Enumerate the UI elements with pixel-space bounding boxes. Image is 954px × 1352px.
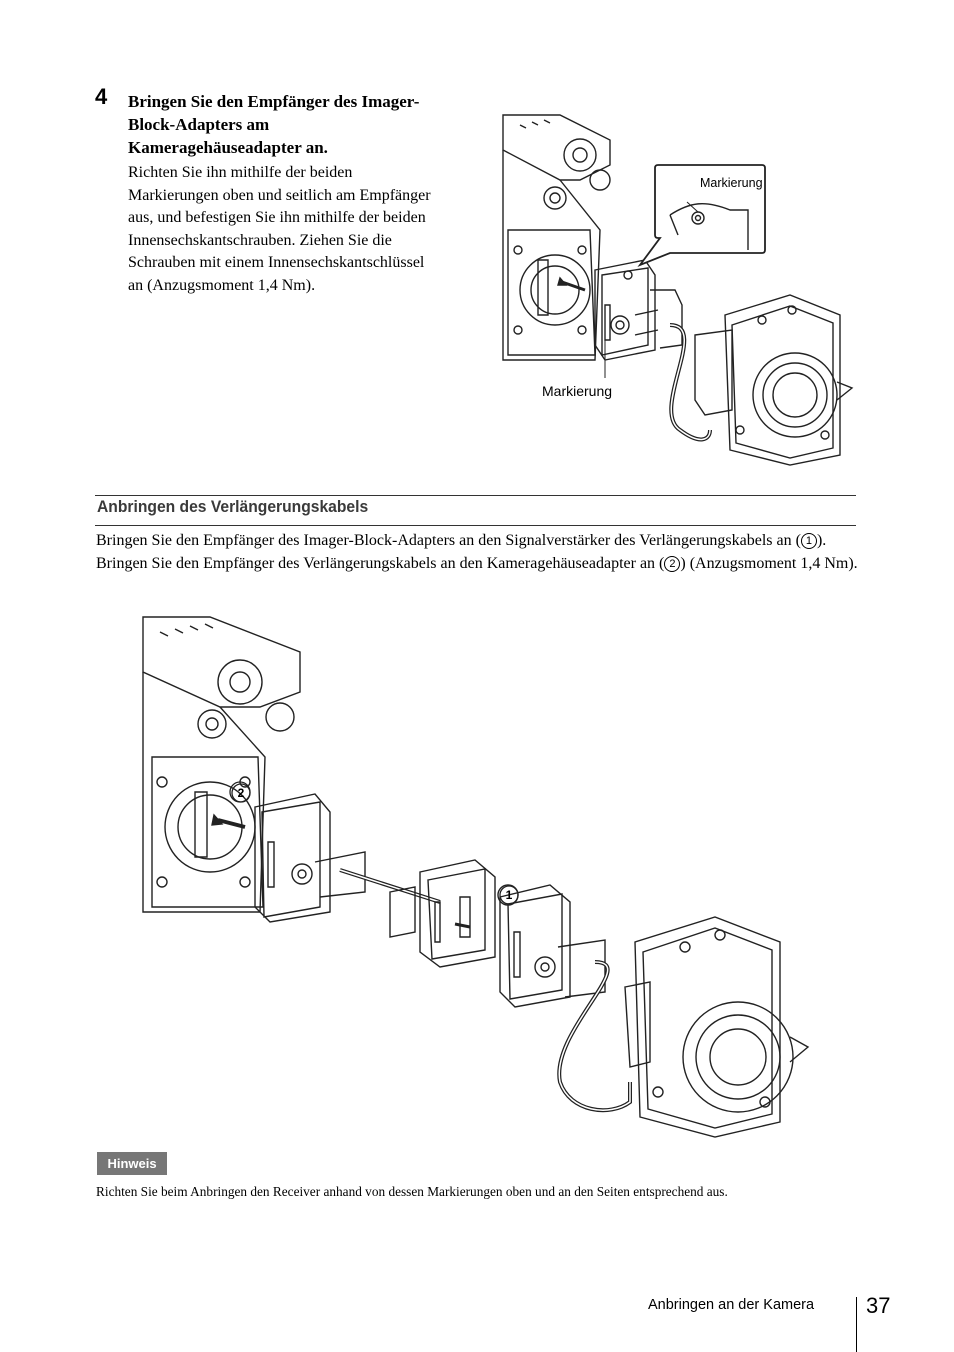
figure-marker-1: 1: [505, 888, 513, 902]
step-number: 4: [95, 84, 108, 109]
figure-extension-cable: [140, 612, 820, 1142]
figure-marker-2: 2: [237, 786, 245, 800]
section-text-part1: Bringen Sie den Empfänger des Imager-Block-Adapters an den Signalverstärker des Verlängerungskabels an (: [96, 532, 801, 549]
circled-marker-2: 2: [664, 556, 680, 572]
callout-marking-label: Markierung: [700, 176, 763, 190]
page-number: 37: [866, 1293, 891, 1318]
section-paragraph: [96, 529, 858, 575]
section-heading: Anbringen des Verlängerungskabels: [97, 497, 369, 516]
footer-divider: [856, 1297, 857, 1352]
note-badge: Hinweis: [97, 1152, 167, 1175]
circled-marker-1: 1: [801, 533, 817, 549]
section-rule-bottom: [95, 525, 856, 526]
note-text: Richten Sie beim Anbringen den Receiver anhand von dessen Markierungen oben und an den Seiten entsprechend aus.: [96, 1184, 728, 1199]
section-text-part2: ). Bringen Sie den Empfänger des Verlängerungskabels an den Kameragehäuseadapter an (: [96, 532, 827, 572]
section-rule-top: [95, 495, 856, 496]
step-instructions: Richten Sie ihn mithilfe der beiden Markierungen oben und seitlich am Empfänger aus, und befestigen Sie ihn mithilfe der beiden Innensechskantschrauben. Ziehen Sie die Schrauben mit einem Innensechskantschlüssel an (Anzugsmoment 1,4 Nm).: [128, 164, 431, 294]
footer-section-label: Anbringen an der Kamera: [648, 1297, 815, 1313]
side-marking-label: Markierung: [542, 383, 613, 399]
section-text-part3: ) (Anzugsmoment 1,4 Nm).: [680, 555, 858, 572]
step-title: Bringen Sie den Empfänger des Imager-Block-Adapters am Kameragehäuseadapter an.: [128, 92, 420, 157]
figure-receiver-attachment: [500, 110, 860, 470]
